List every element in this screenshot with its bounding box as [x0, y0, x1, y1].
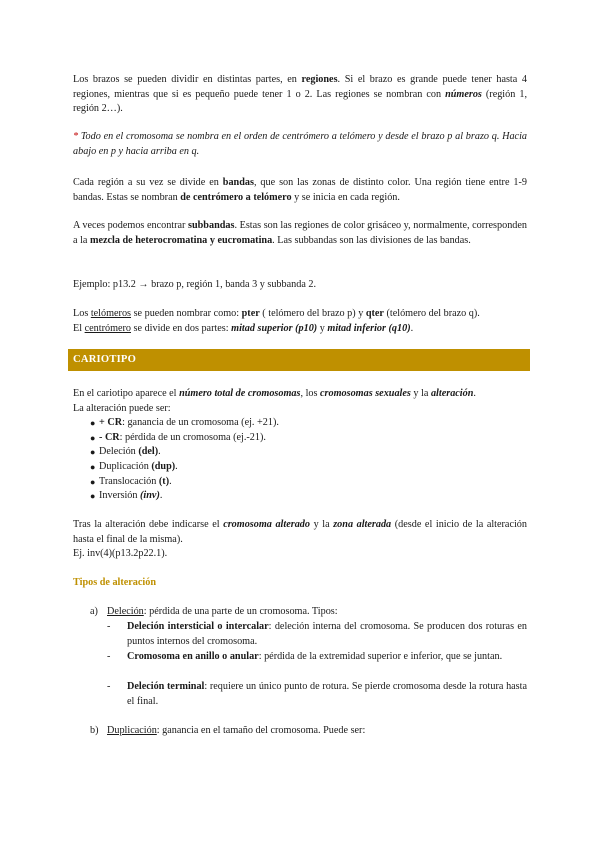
subitem-intersticial: [107, 620, 527, 649]
paragraph-subbandas: A veces podemos encontrar subbandas. Estas son las regiones de color grisáceo y, normalmente, corresponden a la mezcla de heterocromatina y eucromatina. Las subbandas son las divisiones de las bandas.: [73, 220, 527, 246]
note-asterisk: *: [73, 131, 79, 142]
example-line: Ejemplo: p13.2 → brazo p, región 1, banda 3 y subbanda 2.: [73, 279, 317, 290]
list-item: ● Inversión (inv).: [73, 489, 527, 504]
cariotipo-line: En el cariotipo aparece el número total de cromosomas, los cromosomas sexuales y la alteración.: [73, 388, 476, 399]
paragraph-bandas: Cada región a su vez se divide en bandas, que son las zonas de distinto color. Una región tiene entre 1-9 bandas. Estas se nombran de centrómero a telómero y se inicia en cada región.: [73, 177, 527, 203]
paragraph-cariotipo: [73, 387, 527, 504]
telomeros-line: Los telómeros se pueden nombrar como: pter ( telómero del brazo p) y qter (telómero del brazo q).: [73, 308, 480, 319]
item-marker: b): [90, 725, 99, 736]
list-item-delecion: [90, 605, 527, 620]
bullet-icon: ●: [90, 476, 96, 487]
note-paragraph: * Todo en el cromosoma se nombra en el orden de centrómero a telómero y desde el brazo p al brazo q. Hacia abajo en p y hacia arriba en q.: [73, 131, 527, 157]
bullet-icon: ●: [90, 447, 96, 458]
item-body: Deleción: pérdida de una parte de un cromosoma. Tipos:: [107, 606, 338, 617]
section-title: CARIOTIPO: [73, 354, 137, 365]
list-item: ● + CR: ganancia de un cromosoma (ej. +21).: [73, 416, 527, 431]
dash-marker: -: [107, 681, 111, 692]
dash-marker: -: [107, 621, 111, 632]
bullet-icon: ●: [90, 461, 96, 472]
subitem-text: Cromosoma en anillo o anular: pérdida de la extremidad superior e inferior, que se juntan.: [127, 651, 503, 662]
paragraph-telomeros: [73, 307, 527, 336]
bullet-icon: ●: [90, 491, 96, 502]
list-item: ● Deleción (del).: [73, 445, 527, 460]
bullet-icon: ●: [90, 418, 96, 429]
bullet-icon: ●: [90, 432, 96, 443]
subitem-text: Deleción intersticial o intercalar: deleción interna del cromosoma. Se producen dos roturas en puntos internos del cromosoma.: [127, 621, 527, 647]
centromero-line: El centrómero se divide en dos partes: mitad superior (p10) y mitad inferior (q10).: [73, 322, 414, 334]
subitem-anillo: [107, 650, 527, 665]
paragraph-zona-alterada: [73, 518, 527, 562]
paragraph-regiones: Los brazos se pueden dividir en distintas partes, en regiones. Si el brazo es grande puede tener hasta 4 regiones, mientras que si es pequeño puede tener 1 o 2. Las regiones se nombran con números (región 1, región 2…).: [73, 74, 527, 115]
list-item-duplicacion: [90, 724, 527, 739]
example-inv: Ej. inv(4)(p13.2p22.1).: [73, 548, 168, 560]
subitem-text: Deleción terminal: requiere un único punto de rotura. Se pierde cromosoma desde la rotura hasta el final.: [127, 681, 527, 707]
item-body: Duplicación: ganancia en el tamaño del cromosoma. Puede ser:: [107, 725, 366, 736]
subitem-terminal: [107, 680, 527, 709]
alteration-list: [73, 416, 527, 504]
list-item: ● Duplicación (dup).: [73, 460, 527, 475]
alteracion-intro: La alteración puede ser:: [73, 402, 171, 414]
zona-alterada-text: Tras la alteración debe indicarse el cromosoma alterado y la zona alterada (desde el inicio de la alteración hasta el final de la misma).: [73, 519, 527, 545]
dash-marker: -: [107, 651, 111, 662]
item-marker: a): [90, 606, 98, 617]
subheading-tipos: Tipos de alteración: [73, 577, 157, 588]
section-banner: [68, 349, 530, 371]
list-item: ● Translocación (t).: [73, 475, 527, 490]
list-item: ● - CR: pérdida de un cromosoma (ej.-21).: [73, 431, 527, 446]
